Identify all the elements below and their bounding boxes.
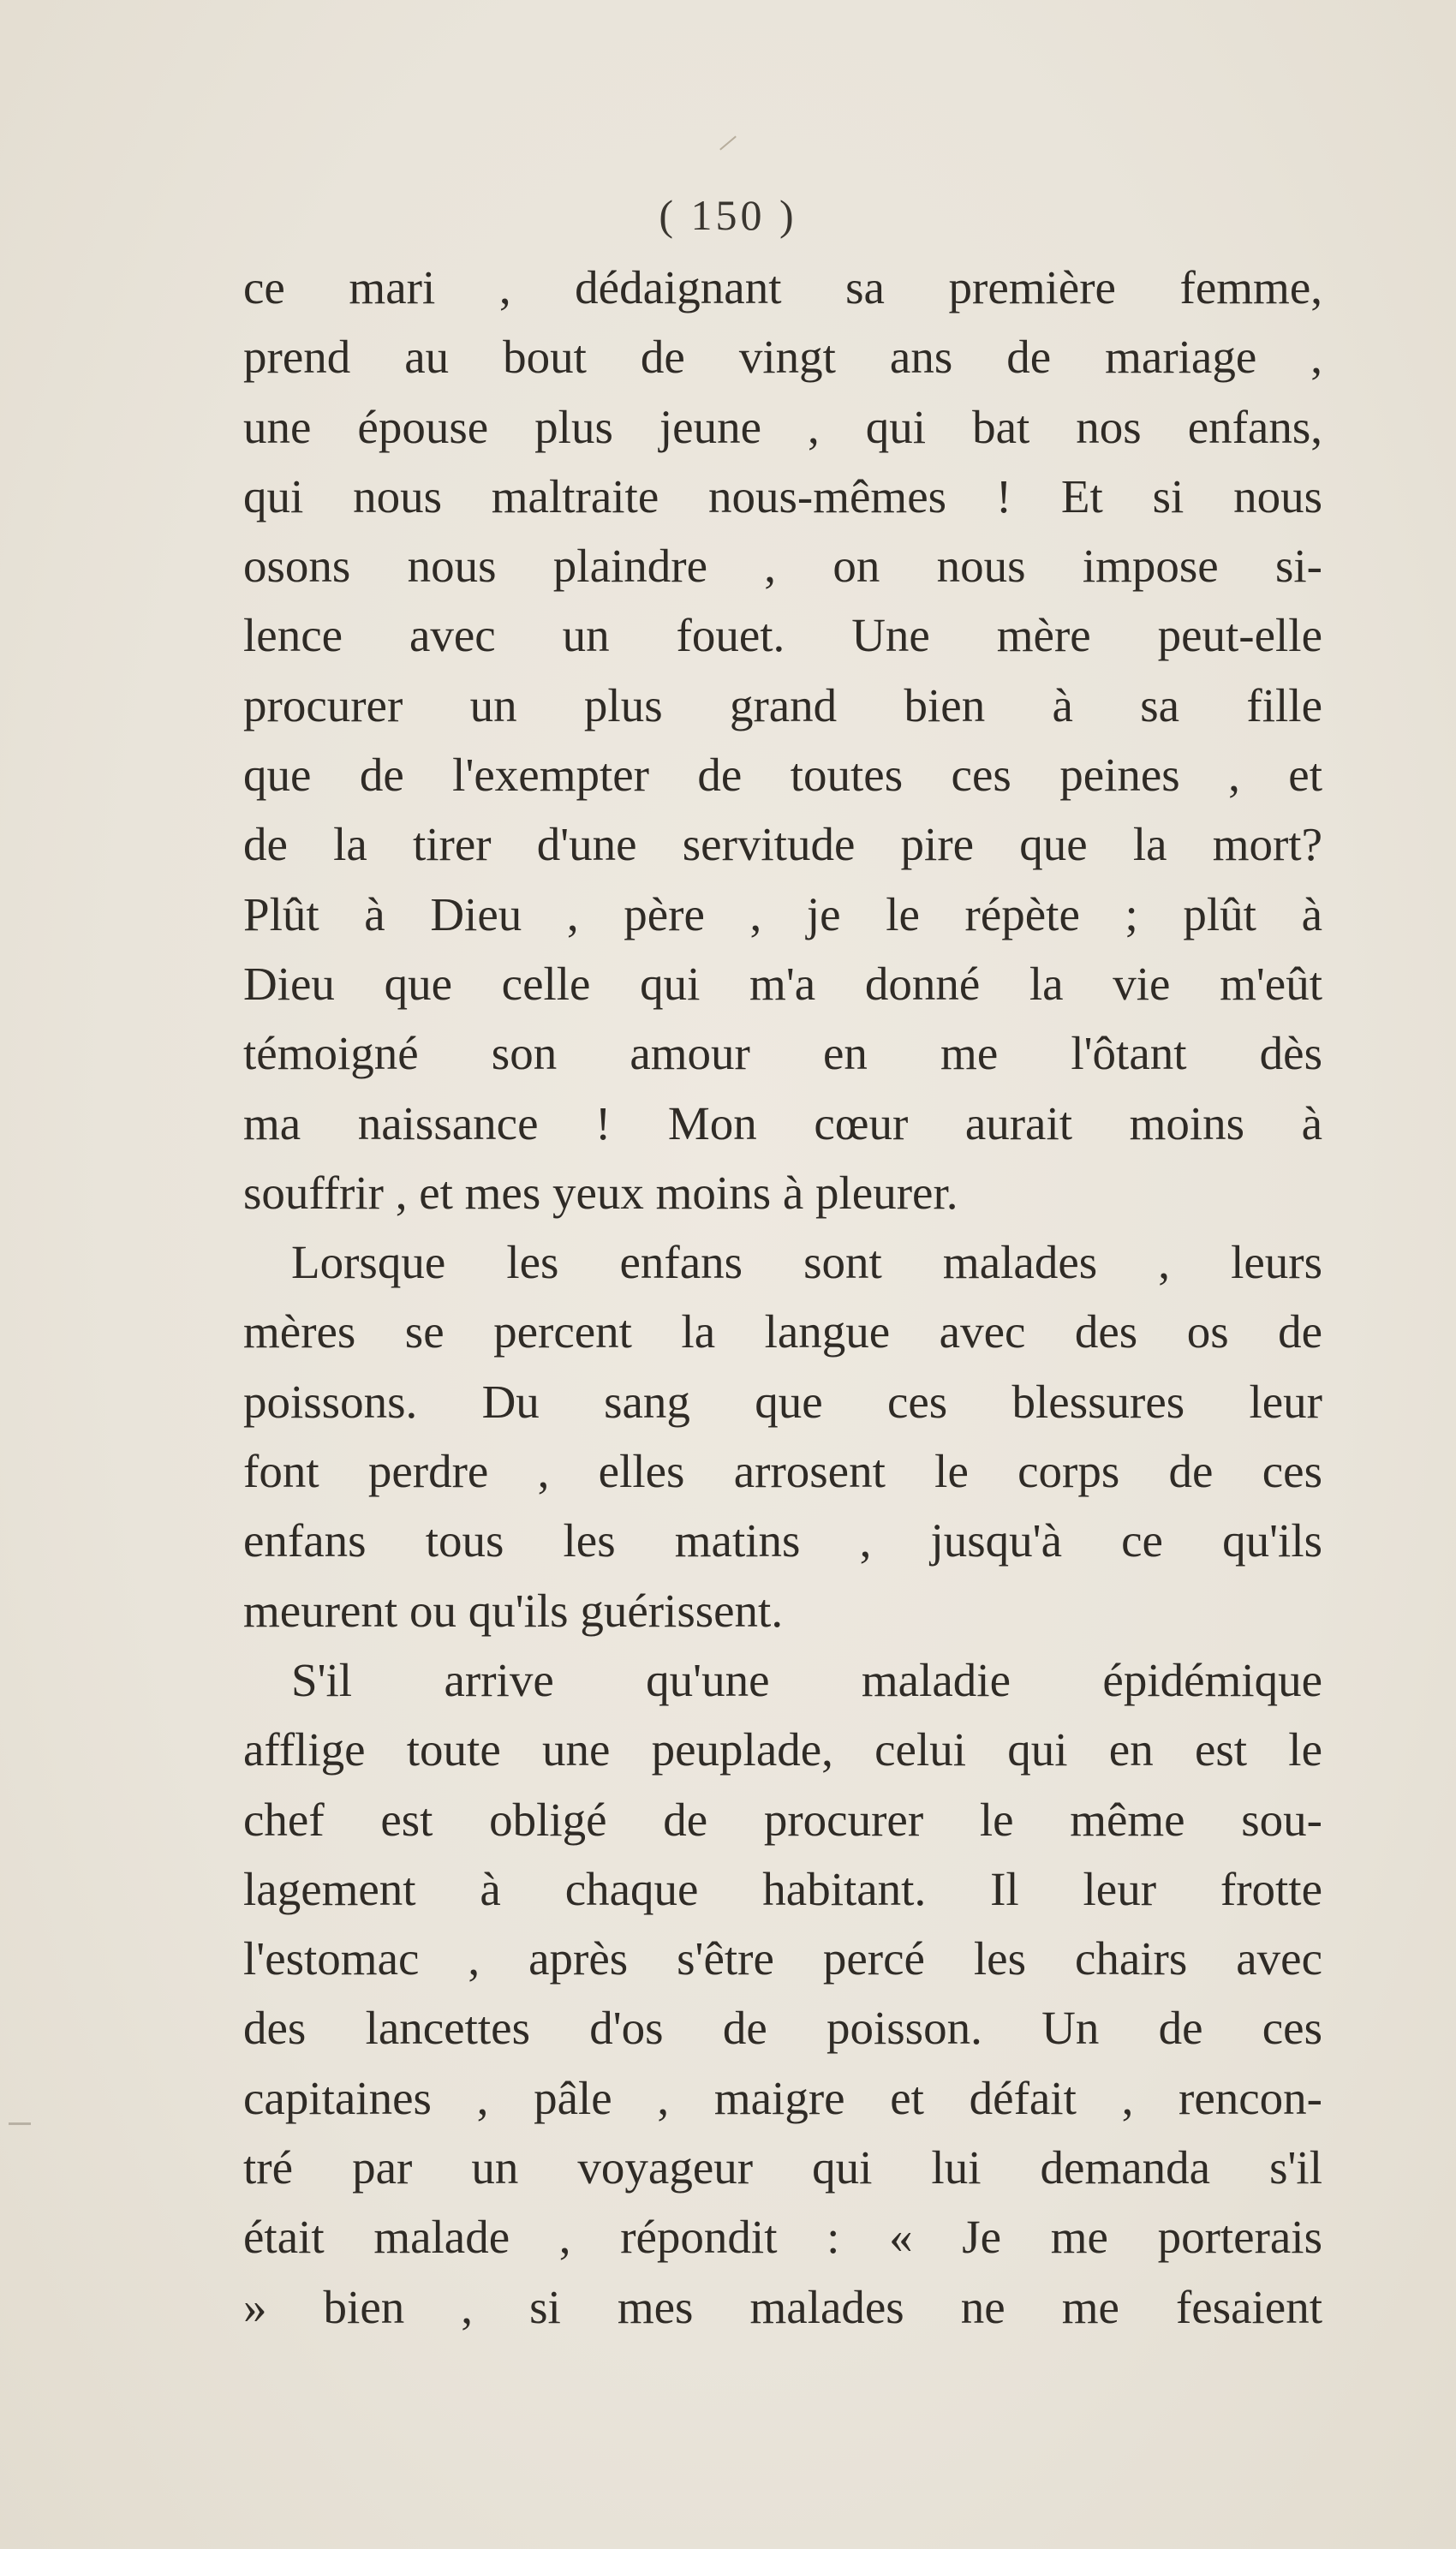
text-line: témoigné son amour en me l'ôtant dès	[243, 1027, 1322, 1080]
text-line: chef est obligé de procurer le même sou-	[243, 1793, 1322, 1846]
text-line: poissons. Du sang que ces blessures leur	[243, 1375, 1322, 1428]
text-line: souffrir , et mes yeux moins à pleurer.	[243, 1166, 958, 1219]
text-line: S'il arrive qu'une maladie épidémique	[291, 1653, 1322, 1706]
text-line: lence avec un fouet. Une mère peut-elle	[243, 609, 1322, 662]
text-line: était malade , répondit : « Je me porterais	[243, 2211, 1322, 2264]
text-line: mères se percent la langue avec des os de	[243, 1305, 1322, 1358]
text-line: de la tirer d'une servitude pire que la mort?	[243, 818, 1322, 871]
page-number: ( 150 )	[659, 191, 797, 239]
margin-mark	[9, 2122, 31, 2125]
text-line: meurent ou qu'ils guérissent.	[243, 1584, 784, 1637]
text-line: que de l'exempter de toutes ces peines , et	[243, 749, 1322, 802]
text-line: Dieu que celle qui m'a donné la vie m'eût	[243, 957, 1322, 1010]
text-line: osons nous plaindre , on nous impose si-	[243, 540, 1322, 593]
text-line: lagement à chaque habitant. Il leur frotte	[243, 1862, 1322, 1915]
text-line: enfans tous les matins , jusqu'à ce qu'ils	[243, 1514, 1322, 1567]
text-line: prend au bout de vingt ans de mariage ,	[243, 331, 1322, 384]
text-line: qui nous maltraite nous-mêmes ! Et si nous	[243, 469, 1322, 522]
text-line: Plût à Dieu , père , je le répète ; plût à	[243, 887, 1322, 940]
text-line: Lorsque les enfans sont malades , leurs	[291, 1236, 1322, 1289]
pencil-mark	[719, 136, 737, 151]
text-line: ce mari , dédaignant sa première femme,	[243, 261, 1322, 313]
text-line: ma naissance ! Mon cœur aurait moins à	[243, 1096, 1322, 1149]
text-line: procurer un plus grand bien à sa fille	[243, 678, 1322, 731]
text-line: une épouse plus jeune , qui bat nos enfans,	[243, 400, 1322, 453]
text-line: tré par un voyageur qui lui demanda s'il	[243, 2141, 1322, 2194]
text-line: font perdre , elles arrosent le corps de ces	[243, 1445, 1322, 1498]
text-line: l'estomac , après s'être percé les chairs avec	[243, 1932, 1322, 1985]
text-line: » bien , si mes malades ne me fesaient	[243, 2280, 1322, 2333]
body-text	[243, 253, 1322, 2342]
text-line: des lancettes d'os de poisson. Un de ces	[243, 2002, 1322, 2055]
text-line: afflige toute une peuplade, celui qui en est le	[243, 1723, 1322, 1776]
text-line: capitaines , pâle , maigre et défait , rencon-	[243, 2071, 1322, 2124]
